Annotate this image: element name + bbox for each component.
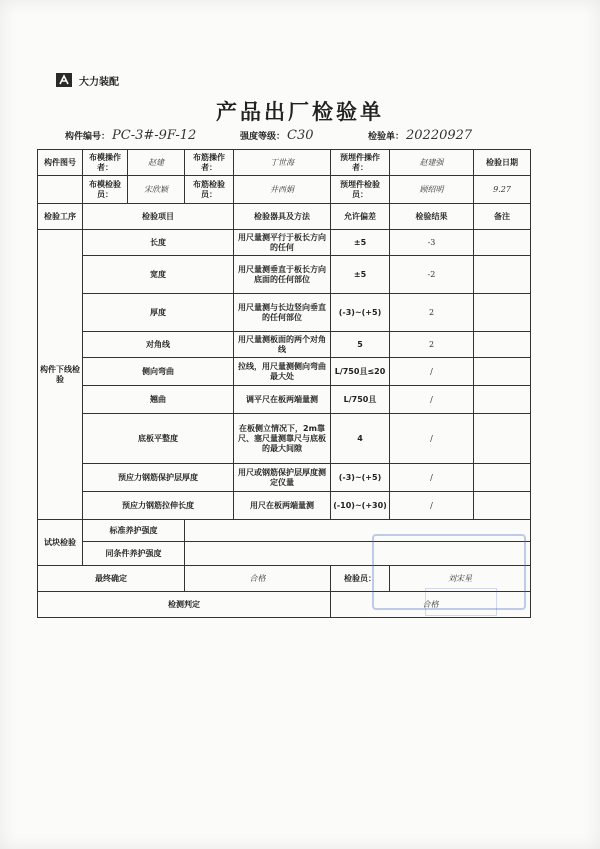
company-logo <box>55 72 119 88</box>
final-label: 最终确定 <box>38 566 185 592</box>
row-tolerance: (-3)~(+5) <box>331 294 390 332</box>
inspect-no <box>368 128 472 143</box>
component-drawing-no-value <box>38 176 83 204</box>
row-method: 拉线，用尺量测侧向弯曲最大处 <box>234 358 331 386</box>
inspector-label: 检验员： <box>331 566 390 592</box>
col-remark: 备注 <box>474 204 531 230</box>
row-result: / <box>390 464 474 492</box>
table-row <box>38 358 531 386</box>
column-header-row <box>38 204 531 230</box>
col-tolerance: 允许偏差 <box>331 204 390 230</box>
row-remark <box>474 294 531 332</box>
company-name: 大力装配 <box>79 76 119 88</box>
row-method: 调平尺在板两端量测 <box>234 386 331 414</box>
row-tolerance: L/750且≤20 <box>331 358 390 386</box>
table-row <box>38 332 531 358</box>
formwork-operator-label: 布模操作者： <box>83 150 128 176</box>
formwork-inspector-label: 布模检验员： <box>83 176 128 204</box>
row-tolerance: ±5 <box>331 230 390 256</box>
row-item: 翘曲 <box>83 386 234 414</box>
col-process: 检验工序 <box>38 204 83 230</box>
row-method: 用尺量测与长边竖向垂直的任何部位 <box>234 294 331 332</box>
row-result: 2 <box>390 294 474 332</box>
judgement-value: 合格 <box>331 592 531 618</box>
row-method: 在板侧立情况下，2m靠尺、塞尺量测靠尺与底板的最大间隙 <box>234 414 331 464</box>
table-row <box>38 256 531 294</box>
header-row-operators <box>38 150 531 176</box>
row-tolerance: 4 <box>331 414 390 464</box>
row-result: -3 <box>390 230 474 256</box>
inspect-date-label: 检验日期 <box>474 150 531 176</box>
same-cure-label: 同条件养护强度 <box>83 542 185 566</box>
row-result: / <box>390 386 474 414</box>
col-item: 检验项目 <box>83 204 234 230</box>
formwork-operator-value: 赵建 <box>128 150 185 176</box>
judgement-label: 检测判定 <box>38 592 331 618</box>
row-method: 用尺量测垂直于板长方向底面的任何部位 <box>234 256 331 294</box>
rebar-inspector-label: 布筋检验员： <box>185 176 234 204</box>
embed-operator-value: 赵建强 <box>390 150 474 176</box>
row-item: 侧向弯曲 <box>83 358 234 386</box>
row-item: 底板平整度 <box>83 414 234 464</box>
row-tolerance: (-10)~(+30) <box>331 492 390 520</box>
row-remark <box>474 464 531 492</box>
row-method: 用尺量测板面的两个对角线 <box>234 332 331 358</box>
row-result: 2 <box>390 332 474 358</box>
embed-inspector-label: 预埋件检验员： <box>331 176 390 204</box>
inspect-no-label: 检验单： <box>368 132 405 142</box>
row-item: 厚度 <box>83 294 234 332</box>
row-remark <box>474 414 531 464</box>
rebar-operator-label: 布筋操作者： <box>185 150 234 176</box>
row-item: 宽度 <box>83 256 234 294</box>
strength-grade <box>240 128 314 143</box>
col-result: 检验结果 <box>390 204 474 230</box>
row-method: 用尺在板两端量测 <box>234 492 331 520</box>
rebar-inspector-value: 井西娟 <box>234 176 331 204</box>
table-row <box>38 294 531 332</box>
row-tolerance: (-3)~(+5) <box>331 464 390 492</box>
table-row <box>38 386 531 414</box>
inspect-date-value: 9.27 <box>474 176 531 204</box>
row-item: 预应力钢筋保护层厚度 <box>83 464 234 492</box>
rebar-operator-value: 丁世海 <box>234 150 331 176</box>
component-no <box>65 128 196 143</box>
page-title: 产品出厂检验单 <box>216 100 384 124</box>
component-no-label: 构件编号： <box>65 132 111 142</box>
row-remark <box>474 256 531 294</box>
inspector-value: 刘宋星 <box>390 566 531 592</box>
row-remark <box>474 230 531 256</box>
table-row <box>38 464 531 492</box>
component-no-value: PC-3#-9F-12 <box>112 128 197 143</box>
header-row-inspectors <box>38 176 531 204</box>
test-block-label: 试块检验 <box>38 520 83 566</box>
group-label: 构件下线检验 <box>38 230 83 520</box>
row-method: 用尺量测平行于板长方向的任何 <box>234 230 331 256</box>
row-tolerance: ±5 <box>331 256 390 294</box>
row-result: / <box>390 358 474 386</box>
row-item: 预应力钢筋拉伸长度 <box>83 492 234 520</box>
final-value: 合格 <box>185 566 331 592</box>
standard-cure-label: 标准养护强度 <box>83 520 185 542</box>
row-item: 长度 <box>83 230 234 256</box>
formwork-inspector-value: 宋欣颖 <box>128 176 185 204</box>
strength-label: 强度等级： <box>240 132 286 142</box>
embed-inspector-value: 顾绍明 <box>390 176 474 204</box>
strength-value: C30 <box>287 128 314 143</box>
table-row <box>38 492 531 520</box>
table-row <box>38 230 531 256</box>
faded-stamp-inner <box>425 588 497 616</box>
row-item: 对角线 <box>83 332 234 358</box>
row-remark <box>474 386 531 414</box>
dali-logo-icon <box>55 72 73 88</box>
embed-operator-label: 预埋件操作者： <box>331 150 390 176</box>
inspect-no-value: 20220927 <box>406 128 473 143</box>
component-drawing-no-label: 构件图号 <box>38 150 83 176</box>
row-result: / <box>390 492 474 520</box>
row-tolerance: 5 <box>331 332 390 358</box>
row-tolerance: L/750且 <box>331 386 390 414</box>
col-tool-method: 检验器具及方法 <box>234 204 331 230</box>
row-result: -2 <box>390 256 474 294</box>
row-result: / <box>390 414 474 464</box>
row-remark <box>474 332 531 358</box>
table-row <box>38 414 531 464</box>
row-remark <box>474 492 531 520</box>
row-remark <box>474 358 531 386</box>
row-method: 用尺或钢筋保护层厚度测定仪量 <box>234 464 331 492</box>
